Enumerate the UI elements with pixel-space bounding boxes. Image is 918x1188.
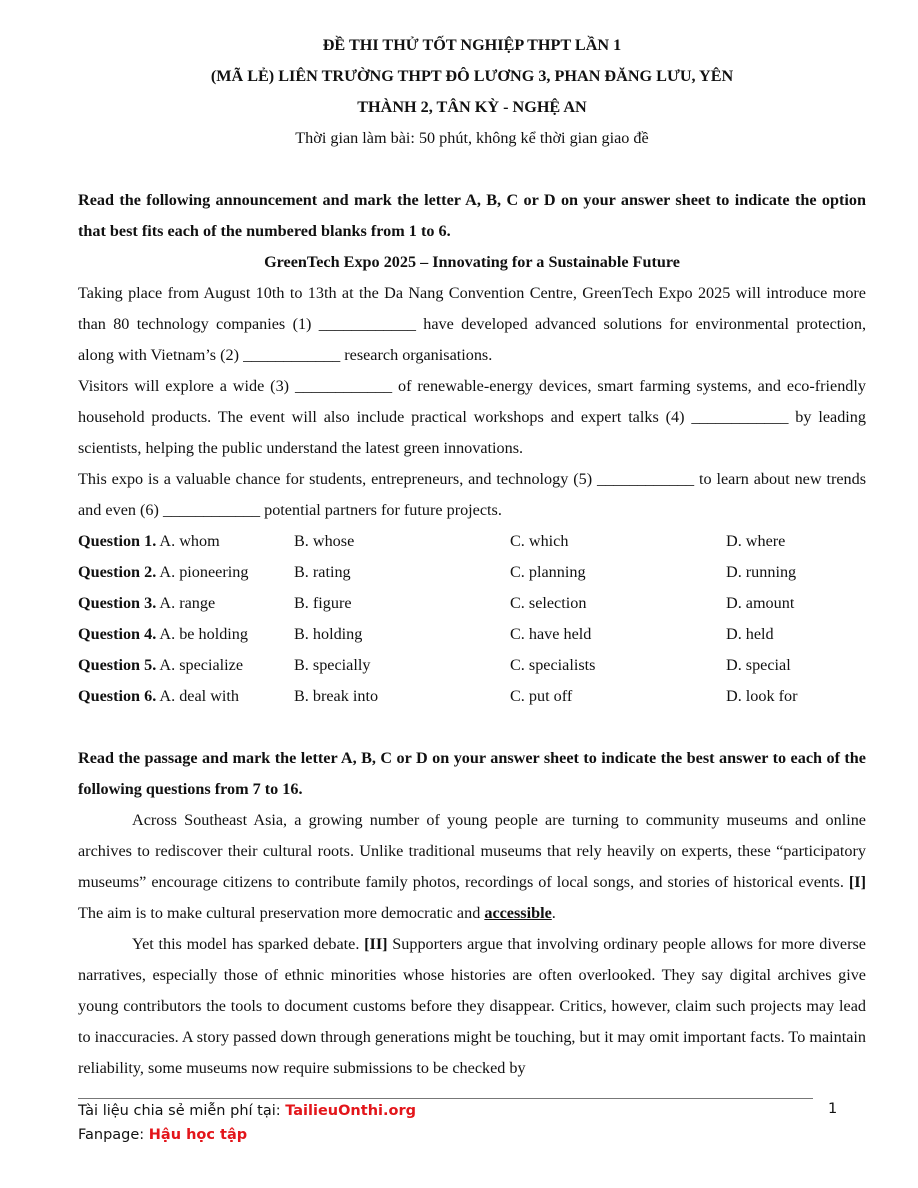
exam-title-line-3: THÀNH 2, TÂN KỲ - NGHỆ AN [357,98,587,116]
announcement-paragraph-2: Visitors will explore a wide (3) ____________ of renewable-energy devices, smart farming systems, and eco-friendly household products. The event will also include practical workshops and expert talks (4) ____________ by leading scientists, helping the public understand the latest green innovations. [78,377,866,457]
page-number: 1 [828,1101,838,1117]
announcement-paragraph-3: This expo is a valuable chance for students, entrepreneurs, and technology (5) ____________ to learn about new trends and even (6) ____________ potential partners for future projects. [78,470,866,519]
option-a: A. pioneering [159,563,249,581]
option-a: A. range [159,594,216,612]
footer-fanpage-label: Fanpage: [78,1127,149,1143]
section1-instruction: Read the following announcement and mark the letter A, B, C or D on your answer sheet to indicate the option that best fits each of the numbered blanks from 1 to 6. [78,191,866,240]
highlighted-word: accessible [484,904,552,922]
passage-text: The aim is to make cultural preservation more democratic and [78,904,485,922]
question-row [78,619,866,650]
footer-fanpage-link[interactable]: Hậu học tập [148,1127,248,1143]
option-d: D. special [726,656,791,674]
question-label: Question 5. [78,656,157,674]
passage-text: Supporters argue that involving ordinary people allows for more diverse narratives, especially those of ethnic minorities whose histories are often overlooked. They say digital archives give young contributors the tools to document customs before they disappear. Critics, however, claim such projects may lead to inaccuracies. A story passed down through generations might be touching, but it may omit important facts. To maintain reliability, some museums now require submissions to be checked by [78,935,866,1077]
footer-source-line [78,1099,813,1123]
option-b: B. rating [294,563,351,581]
option-c: C. put off [510,687,573,705]
option-c: C. have held [510,625,592,643]
option-a: A. be holding [159,625,248,643]
page-footer [78,1098,813,1147]
position-marker: [I] [848,873,866,891]
option-b: B. specially [294,656,371,674]
question-label: Question 1. [78,532,157,550]
passage-text: . [551,904,556,922]
option-a: A. deal with [159,687,239,705]
option-c: C. planning [510,563,586,581]
question-label: Question 4. [78,625,157,643]
option-b: B. figure [294,594,352,612]
question-row [78,588,866,619]
option-d: D. running [726,563,797,581]
section2-instruction: Read the passage and mark the letter A, B, C or D on your answer sheet to indicate the best answer to each of the following questions from 7 to 16. [78,749,866,798]
option-c: C. specialists [510,656,596,674]
announcement-paragraph-1: Taking place from August 10th to 13th at the Da Nang Convention Centre, GreenTech Expo 2025 will introduce more than 80 technology companies (1) ____________ have developed advanced solutions for environmental protection, along with Vietnam’s (2) ____________ research organisations. [78,284,866,364]
option-d: D. where [726,532,786,550]
option-a: A. specialize [159,656,244,674]
option-d: D. held [726,625,774,643]
footer-source-label: Tài liệu chia sẻ miễn phí tại: [78,1103,286,1119]
position-marker: [II] [364,935,388,953]
question-row [78,650,866,681]
document-page [78,30,866,1084]
question-row [78,526,866,557]
option-b: B. holding [294,625,363,643]
question-label: Question 6. [78,687,157,705]
option-b: B. whose [294,532,355,550]
question-row [78,681,866,712]
option-b: B. break into [294,687,379,705]
passage-paragraph-1 [78,805,866,929]
announcement-title: GreenTech Expo 2025 – Innovating for a Sustainable Future [264,253,680,271]
option-d: D. amount [726,594,795,612]
option-a: A. whom [159,532,220,550]
option-c: C. selection [510,594,587,612]
exam-time-note: Thời gian làm bài: 50 phút, không kể thời gian giao đề [295,129,649,147]
question-list [78,526,866,712]
question-label: Question 3. [78,594,157,612]
question-label: Question 2. [78,563,157,581]
footer-fanpage-line [78,1123,813,1147]
exam-title-line-1: ĐỀ THI THỬ TỐT NGHIỆP THPT LẦN 1 [322,36,622,54]
question-row [78,557,866,588]
footer-site-link[interactable]: TailieuOnthi.org [285,1103,416,1119]
option-d: D. look for [726,687,798,705]
option-c: C. which [510,532,569,550]
exam-title-line-2: (MÃ LẺ) LIÊN TRƯỜNG THPT ĐÔ LƯƠNG 3, PHAN ĐĂNG LƯU, YÊN [210,67,734,85]
passage-text: Across Southeast Asia, a growing number of young people are turning to community museums and online archives to rediscover their cultural roots. Unlike traditional museums that rely heavily on experts, these “participatory museums” encourage citizens to contribute family photos, recordings of local songs, and stories of historical events. [78,811,866,891]
passage-paragraph-2 [78,929,866,1084]
passage-text: Yet this model has sparked debate. [132,935,365,953]
